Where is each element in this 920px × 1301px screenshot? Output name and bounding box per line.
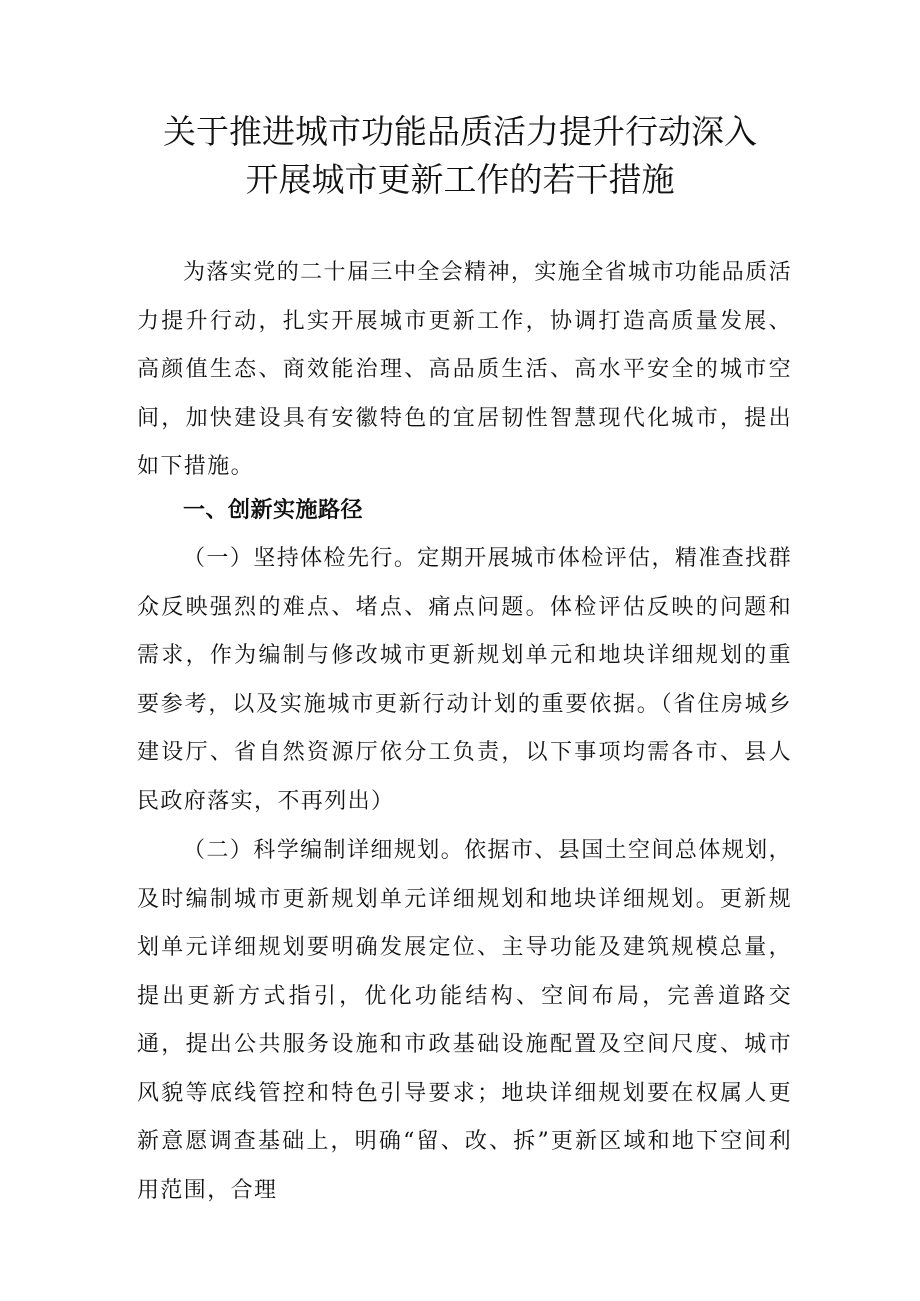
document-title-line-1: 关于推进城市功能品质活力提升行动深入 — [163, 112, 757, 151]
item-2-paragraph: （二）科学编制详细规划。依据市、县国土空间总体规划，及时编制城市更新规划单元详细规划和地块详细规划。更新规划单元详细规划要明确发展定位、主导功能及建筑规模总量，提出更新方式指引，优化功能结构、空间布局，完善道路交通，提出公共服务设施和市政基础设施配置及空间尺度、城市风貌等底线管控和特色引导要求；地块详细规划要在权属人更新意愿调查基础上，明确“留、改、拆”更新区域和地下空间利用范围，合理 — [137, 838, 792, 1203]
item-1-paragraph: （一）坚持体检先行。定期开展城市体检评估，精准查找群众反映强烈的难点、堵点、痛点问题。体检评估反映的问题和需求，作为编制与修改城市更新规划单元和地块详细规划的重要参考，以及实施城市更新行动计划的重要依据。（省住房城乡建设厅、省自然资源厅依分工负责，以下事项均需各市、县人民政府落实，不再列出） — [137, 546, 792, 814]
document-title-line-2: 开展城市更新工作的若干措施 — [245, 160, 675, 199]
intro-paragraph: 为落实党的二十届三中全会精神，实施全省城市功能品质活力提升行动，扎实开展城市更新工作，协调打造高质量发展、高颜值生态、商效能治理、高品质生活、高水平安全的城市空间，加快建设具有安徽特色的宜居韧性智慧现代化城市，提出如下措施。 — [137, 260, 792, 479]
section-heading-1: 一、创新实施路径 — [183, 498, 364, 523]
